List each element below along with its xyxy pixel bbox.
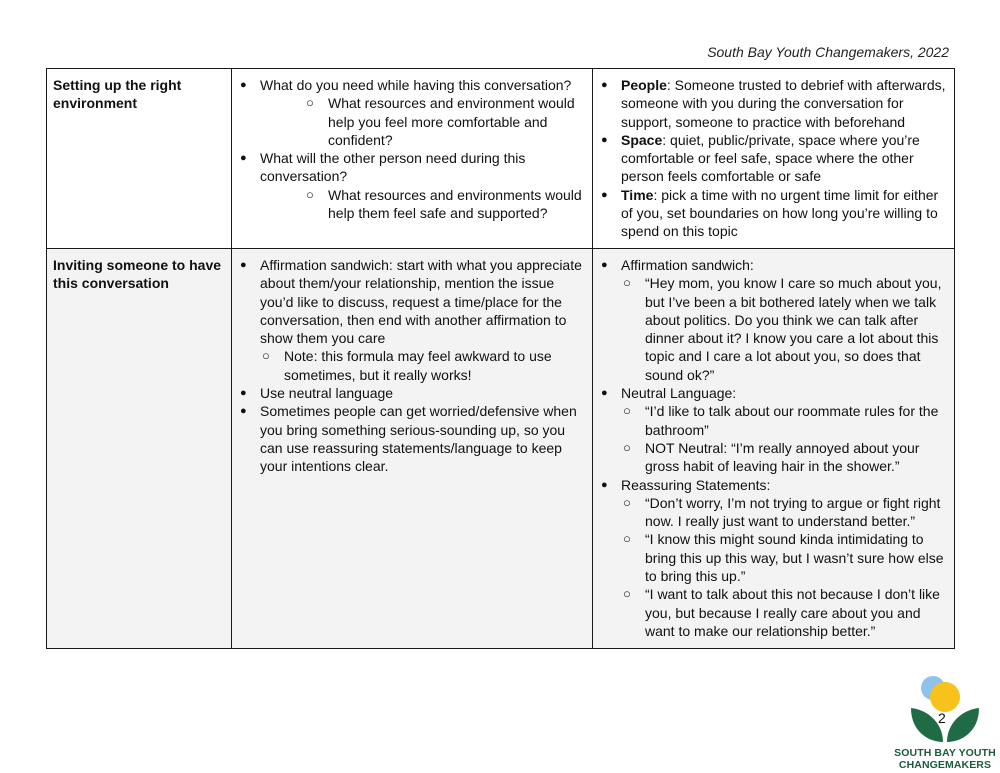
- table-row: [47, 249, 955, 649]
- sub-bullet-text: “Don’t worry, I’m not trying to argue or fight right now. I really just want to understand better.”: [645, 494, 941, 530]
- logo-text-line: CHANGEMAKERS: [898, 758, 992, 771]
- row-title-cell: [47, 69, 232, 249]
- document-header-note: South Bay Youth Changemakers, 2022: [707, 44, 949, 60]
- logo-text-line: SOUTH BAY YOUTH: [894, 747, 996, 759]
- list-item: [238, 384, 586, 402]
- list-item: [260, 347, 586, 384]
- bold-label: Space: [621, 131, 663, 148]
- list-item: [599, 476, 948, 641]
- list-item: [238, 149, 586, 222]
- row-examples-cell: [593, 249, 955, 649]
- bullet-text: : pick a time with no urgent time limit for either of you, set boundaries on how long you’re willing to spend on this topic: [621, 186, 939, 240]
- bullet-text: : Someone trusted to debrief with afterwards, someone with you during the conversation for support, someone to practice with beforehand: [621, 77, 946, 130]
- table-row: [47, 69, 955, 249]
- sub-bullet-text: “I know this might sound kinda intimidating to bring this up this way, but I wasn’t sure how else to bring this up.”: [645, 531, 944, 585]
- sub-bullet-text: “I want to talk about this not because I don’t like you, but because I really care about you and want to make our relationship better.”: [645, 586, 940, 639]
- sub-bullet-text: Note: this formula may feel awkward to use sometimes, but it really works!: [284, 348, 552, 383]
- bullet-text: What do you need while having this conversation?: [260, 77, 572, 93]
- list-item: [621, 585, 948, 640]
- bullet-text: What will the other person need during this conversation?: [260, 150, 526, 185]
- bullet-text: : quiet, public/private, space where you’re comfortable or feel safe, space where the other person feels comfortable or safe: [621, 131, 920, 185]
- list-item: [621, 494, 948, 531]
- list-item: [238, 76, 586, 149]
- bullet-text: Neutral Language:: [621, 385, 737, 402]
- bold-label: People: [621, 77, 667, 93]
- list-item: [599, 76, 948, 131]
- page-number: 2: [938, 710, 946, 726]
- list-item: [599, 256, 948, 384]
- list-item: [599, 131, 948, 186]
- list-item: [304, 186, 586, 223]
- row-examples-cell: [593, 69, 955, 249]
- row-guidance-cell: [232, 249, 593, 649]
- list-item: [621, 402, 948, 439]
- row-guidance-cell: [232, 69, 593, 249]
- list-item: [599, 384, 948, 475]
- bullet-text: Affirmation sandwich: start with what you appreciate about them/your relationship, mention the issue you’d like to discuss, request a time/place for the conversation, then end with another affirmation to show them you care: [260, 257, 582, 347]
- sub-bullet-text: What resources and environment would help you feel more comfortable and confident?: [328, 95, 575, 148]
- list-item: [621, 530, 948, 585]
- sub-bullet-text: “I’d like to talk about our roommate rules for the bathroom”: [645, 403, 939, 438]
- sub-bullet-text: “Hey mom, you know I care so much about you, but I’ve been a bit bothered lately when we talk about politics. Do you think we can talk after dinner about it? I know you care a lot about this topic and I care a lot about you, so does that sound ok?”: [645, 275, 942, 383]
- bullet-text: Sometimes people can get worried/defensive when you bring something serious-sounding up, so you can use reassuring statements/language to keep your intentions clear.: [260, 403, 577, 475]
- sub-bullet-text: What resources and environments would help them feel safe and supported?: [328, 186, 582, 222]
- bold-label: Time: [621, 186, 654, 203]
- logo-text: [893, 748, 997, 771]
- sub-bullet-text: NOT Neutral: “I’m really annoyed about your gross habit of leaving hair in the shower.”: [645, 439, 920, 475]
- list-item: [238, 402, 586, 475]
- list-item: [304, 94, 586, 149]
- row-title: Setting up the right environment: [53, 77, 182, 112]
- sprout-logo-icon: [907, 672, 983, 746]
- bullet-text: Reassuring Statements:: [621, 476, 771, 493]
- list-item: [621, 439, 948, 476]
- row-title: Inviting someone to have this conversation: [53, 257, 222, 292]
- bullet-text: Use neutral language: [260, 385, 394, 402]
- bullet-text: Affirmation sandwich:: [621, 257, 754, 273]
- list-item: [621, 274, 948, 384]
- list-item: [238, 256, 586, 384]
- list-item: [599, 186, 948, 241]
- guide-table: [46, 68, 955, 649]
- row-title-cell: [47, 249, 232, 649]
